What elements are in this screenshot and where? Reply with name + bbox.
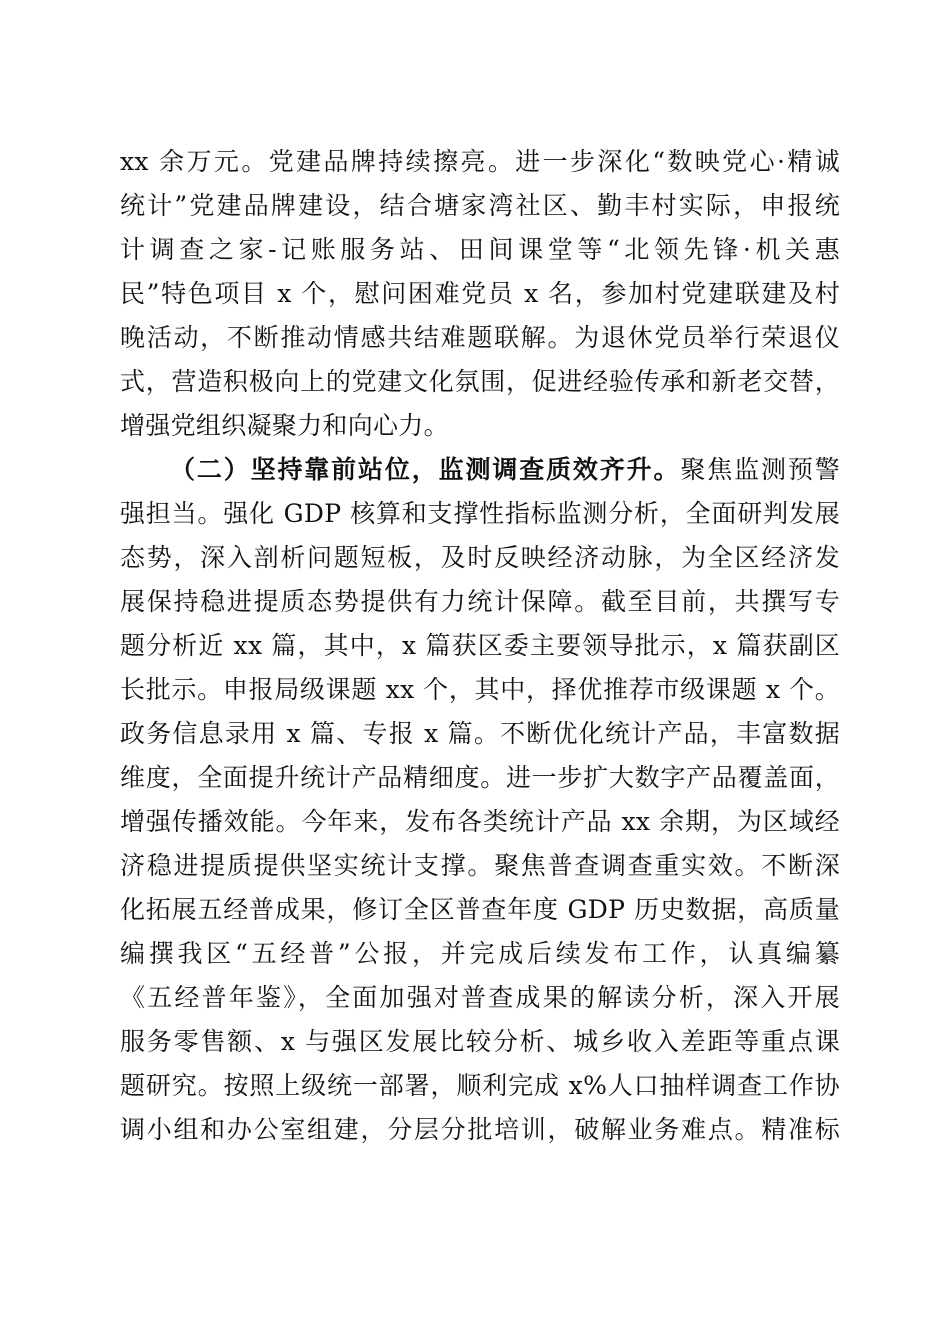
paragraph2-line-13: 《五经普年鉴》，全面加强对普查成果的解读分析，深入开展 — [120, 983, 840, 1012]
paragraph1-line-5: 晚活动，不断推动情感共结难题联解。为退休党员举行荣退仪 — [120, 323, 840, 352]
paragraph1-line-3: 计调查之家-记账服务站、田间课堂等“北领先锋·机关惠 — [120, 235, 840, 264]
paragraph2-line-12: 编撰我区“五经普”公报，并完成后续发布工作，认真编纂 — [120, 939, 840, 968]
paragraph2-line-8: 维度，全面提升统计产品精细度。进一步扩大数字产品覆盖面， — [120, 763, 840, 792]
paragraph2-line-11: 化拓展五经普成果，修订全区普查年度 GDP 历史数据，高质量 — [120, 895, 840, 924]
section-heading: （二）坚持靠前站位，监测调查质效齐升。 — [170, 455, 681, 484]
paragraph2-line-7: 政务信息录用 x 篇、专报 x 篇。不断优化统计产品，丰富数据 — [120, 719, 840, 748]
paragraph2-line-5: 题分析近 xx 篇，其中，x 篇获区委主要领导批示，x 篇获副区 — [120, 631, 840, 660]
paragraph1-line-4: 民”特色项目 x 个，慰问困难党员 x 名，参加村党建联建及村 — [120, 279, 840, 308]
paragraph2-line-2: 强担当。强化 GDP 核算和支撑性指标监测分析，全面研判发展 — [120, 499, 840, 528]
paragraph2-line-14: 服务零售额、x 与强区发展比较分析、城乡收入差距等重点课 — [120, 1027, 840, 1056]
paragraph2-first-line-text: 聚焦监测预警 — [680, 455, 841, 484]
paragraph2-line-6: 长批示。申报局级课题 xx 个，其中，择优推荐市级课题 x 个。 — [120, 675, 840, 704]
paragraph2-line-4: 展保持稳进提质态势提供有力统计保障。截至目前，共撰写专 — [120, 587, 840, 616]
paragraph1-line-1: xx 余万元。党建品牌持续擦亮。进一步深化“数映党心·精诚 — [120, 147, 840, 176]
paragraph2-line-16: 调小组和办公室组建，分层分批培训，破解业务难点。精准标 — [120, 1115, 840, 1144]
document-body — [120, 140, 840, 1152]
paragraph1-line-6: 式，营造积极向上的党建文化氛围，促进经验传承和新老交替， — [120, 367, 840, 396]
paragraph2-line-10: 济稳进提质提供坚实统计支撑。聚焦普查调查重实效。不断深 — [120, 851, 840, 880]
paragraph2-line-15: 题研究。按照上级统一部署，顺利完成 x%人口抽样调查工作协 — [120, 1071, 840, 1100]
paragraph1-line-7: 增强党组织凝聚力和向心力。 — [120, 411, 449, 440]
paragraph1-line-2: 统计”党建品牌建设，结合塘家湾社区、勤丰村实际，申报统 — [120, 191, 840, 220]
paragraph2-first-line — [120, 448, 840, 492]
paragraph2-line-3: 态势，深入剖析问题短板，及时反映经济动脉，为全区经济发 — [120, 543, 840, 572]
paragraph2-line-9: 增强传播效能。今年来，发布各类统计产品 xx 余期，为区域经 — [120, 807, 840, 836]
